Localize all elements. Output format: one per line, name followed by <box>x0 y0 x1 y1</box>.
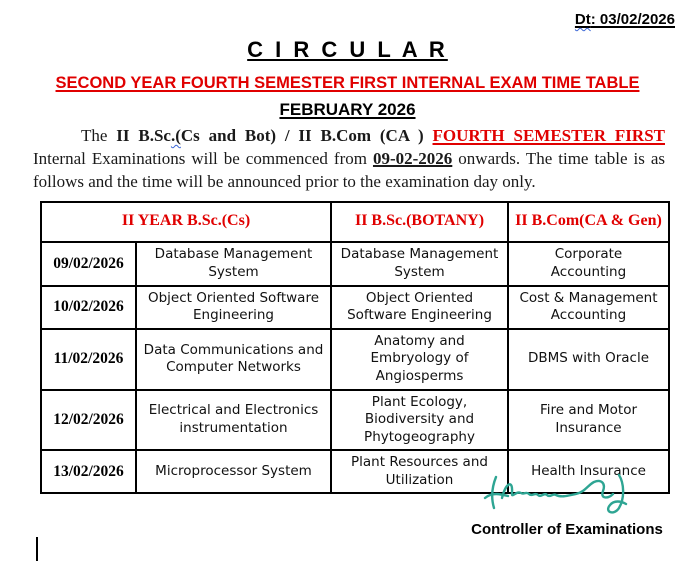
subject-bcom: Fire and Motor Insurance <box>508 390 669 451</box>
table-header-row <box>41 202 669 242</box>
exam-timetable-heading: SECOND YEAR FOURTH SEMESTER FIRST INTERNAL EXAM TIME TABLE <box>55 74 640 92</box>
signature-icon <box>481 468 653 520</box>
subject-bsc-botany: Database Management System <box>331 242 508 286</box>
exam-date: 10/02/2026 <box>41 286 136 329</box>
subject-bcom: DBMS with Oracle <box>508 329 669 390</box>
intro-paragraph <box>33 125 665 194</box>
column-header-bcom: II B.Com(CA & Gen) <box>508 202 669 242</box>
intro-bold-course2: Cs and Bot) / II B.Com (CA ) <box>180 126 433 145</box>
table-row <box>41 286 669 329</box>
subject-bsc-botany: Plant Ecology, Biodiversity and Phytogeography <box>331 390 508 451</box>
subject-bsc-cs: Database Management System <box>136 242 331 286</box>
table-row <box>41 390 669 451</box>
subject-bsc-cs: Data Communications and Computer Networks <box>136 329 331 390</box>
subject-bsc-cs: Object Oriented Software Engineering <box>136 286 331 329</box>
exam-date: 11/02/2026 <box>41 329 136 390</box>
table-row <box>41 329 669 390</box>
column-header-bsc-botany: II B.Sc.(BOTANY) <box>331 202 508 242</box>
signature-block <box>457 468 677 538</box>
intro-start-date: 09-02-2026 <box>372 148 453 168</box>
subject-bcom: Health Insurance <box>508 450 669 493</box>
exam-date: 12/02/2026 <box>41 390 136 451</box>
subject-bsc-botany: Plant Resources and Utilization <box>331 450 508 493</box>
subject-bsc-botany: Object Oriented Software Engineering <box>331 286 508 329</box>
date-value: : 03/02/2026 <box>590 11 675 28</box>
column-header-bsc-cs: II YEAR B.Sc.(Cs) <box>41 202 331 242</box>
exam-date: 09/02/2026 <box>41 242 136 286</box>
date-prefix: Dt <box>574 11 591 28</box>
date-text <box>575 11 675 28</box>
exam-date: 13/02/2026 <box>41 450 136 493</box>
intro-text3: onwards. The time table is as follows and the time will be announced prior to the examination day only. <box>33 148 665 191</box>
subject-bcom: Cost & Management Accounting <box>508 286 669 329</box>
page-title: C I R C U L A R <box>247 37 448 62</box>
subject-bcom: Corporate Accounting <box>508 242 669 286</box>
subject-bsc-cs: Microprocessor System <box>136 450 331 493</box>
signatory-title: Controller of Examinations <box>471 521 663 538</box>
intro-text2: Internal Examinations will be commenced from <box>33 148 373 168</box>
subject-bsc-botany: Anatomy and Embryology of Angiosperms <box>331 329 508 390</box>
intro-semester-highlight: FOURTH SEMESTER FIRST <box>432 126 665 145</box>
subject-bsc-cs: Electrical and Electronics instrumentation <box>136 390 331 451</box>
month-heading: FEBRUARY 2026 <box>279 100 416 119</box>
text-cursor <box>36 537 38 561</box>
exam-timetable <box>40 201 670 494</box>
intro-spellcheck-squiggle: .( <box>170 126 181 145</box>
table-row <box>41 242 669 286</box>
intro-bold-course: II B.Sc <box>116 126 171 145</box>
date-line <box>0 0 695 28</box>
intro-text: The <box>81 126 117 145</box>
